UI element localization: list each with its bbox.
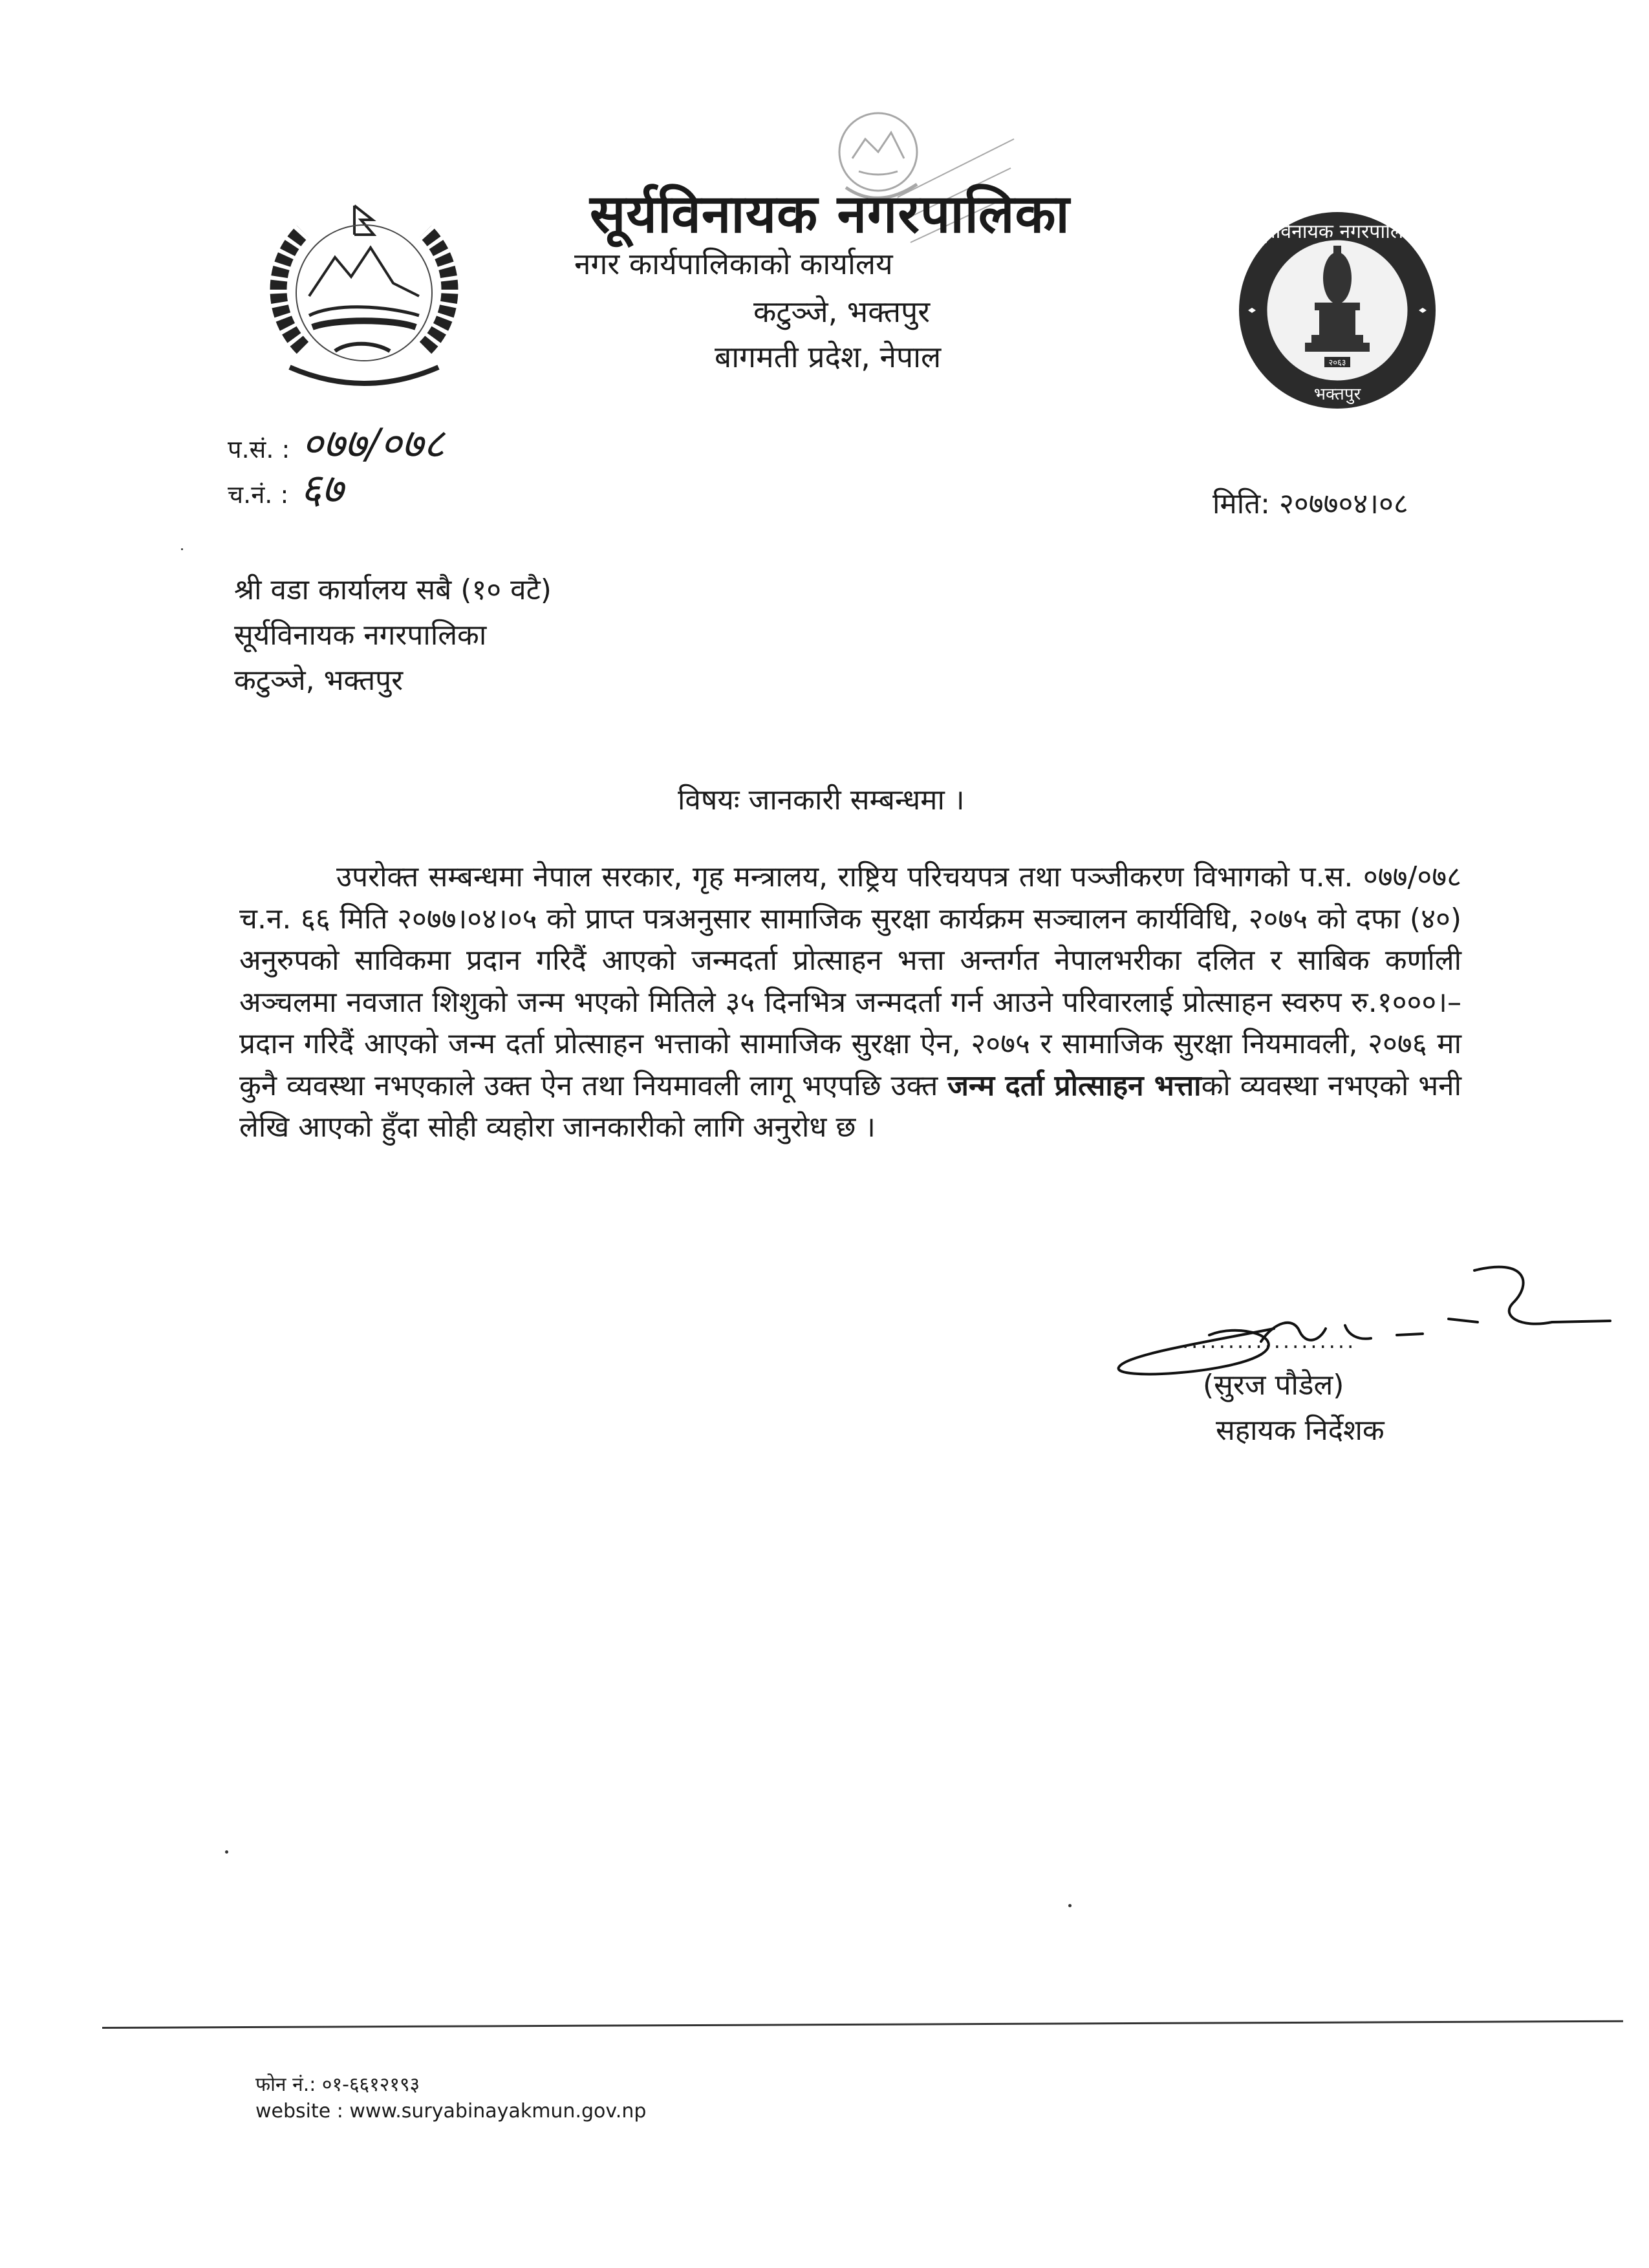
scan-speck: [225, 1850, 228, 1854]
body-text-part-2: को व्यवस्था नभएको भनी लेखि आएको हुँदा सोही व्यहोरा जानकारीको लागि अनुरोध छ ।: [239, 1069, 1461, 1144]
svg-text:२०६३: २०६३: [1328, 358, 1346, 368]
pa-sa-label: प.सं. :: [228, 435, 290, 464]
address-line-1: कटुञ्जे, भक्तपुर: [753, 294, 931, 329]
footer-website: website : www.suryabinayakmun.gov.np: [255, 2100, 647, 2123]
body-paragraph: [239, 857, 1461, 1149]
recipient-line-1: श्री वडा कार्यालय सबै (१० वटै): [234, 573, 552, 606]
subject-line: विषयः जानकारी सम्बन्धमा ।: [678, 784, 965, 817]
municipality-seal: [1234, 207, 1441, 414]
svg-text:भक्तपुर: भक्तपुर: [1313, 385, 1361, 404]
letter-date: मिति: २०७७०४।०८: [1212, 487, 1408, 520]
body-text-part-1: उपरोक्त सम्बन्धमा नेपाल सरकार, गृह मन्त्रालय, राष्ट्रिय परिचयपत्र तथा पञ्जीकरण विभागको प.स. ०७७/०७८ च.न. ६६ मिति २०७७।०४।०५ को प्राप्त पत्रअनुसार सामाजिक सुरक्षा कार्यक्रम सञ्चालन कार्यविधि, २०७५ को दफा (४०) अनुरुपको साविकमा प्रदान गरिदैं आएको जन्मदर्ता प्रोत्साहन भत्ता अन्तर्गत नेपालभरीका दलित र साबिक कर्णाली अञ्चलमा नवजात शिशुको जन्म भएको मितिले ३५ दिनभित्र जन्मदर्ता गर्न आउने परिवारलाई प्रोत्साहन स्वरुप रु.१०००।– प्रदान गरिदैं आएको जन्म दर्ता प्रोत्साहन भत्ताको सामाजिक सुरक्षा ऐन, २०७५ र सामाजिक सुरक्षा नियमावली, २०७६ मा कुनै व्यवस्था नभएकाले उक्त ऐन तथा नियमावली लागू भएपछि उक्त: [239, 861, 1461, 1102]
handwritten-signature: [1112, 1245, 1617, 1387]
scan-speck: [1068, 1904, 1072, 1907]
signature-dots: ...................: [1182, 1329, 1357, 1353]
svg-text:सूर्यविनायक नगरपालिका: सूर्यविनायक नगरपालिका: [1251, 220, 1424, 243]
org-name: सूर्यविनायक नगरपालिका: [590, 184, 1070, 245]
reference-cha-na: [228, 459, 343, 515]
cha-na-value: ६७: [300, 465, 343, 513]
footer-divider: [102, 2020, 1623, 2029]
signatory-designation: सहायक निर्देशक: [1216, 1414, 1385, 1447]
body-text-bold: जन्म दर्ता प्रोत्साहन भत्ता: [947, 1069, 1202, 1102]
scan-speck: [181, 548, 183, 550]
pa-sa-value: ०७७/०७८: [301, 420, 445, 468]
signatory-name: (सुरज पौडेल): [1203, 1369, 1344, 1402]
nepal-government-emblem: [257, 186, 471, 400]
footer-phone: फोन नं.: ०१-६६१२१९३: [255, 2073, 420, 2096]
office-name: नगर कार्यपालिकाको कार्यालय: [574, 246, 893, 281]
address-line-2: बागमती प्रदेश, नेपाल: [715, 339, 942, 374]
cha-na-label: च.नं. :: [228, 480, 289, 509]
recipient-line-3: कटुञ्जे, भक्तपुर: [234, 664, 404, 697]
recipient-line-2: सूर्यविनायक नगरपालिका: [234, 619, 487, 652]
